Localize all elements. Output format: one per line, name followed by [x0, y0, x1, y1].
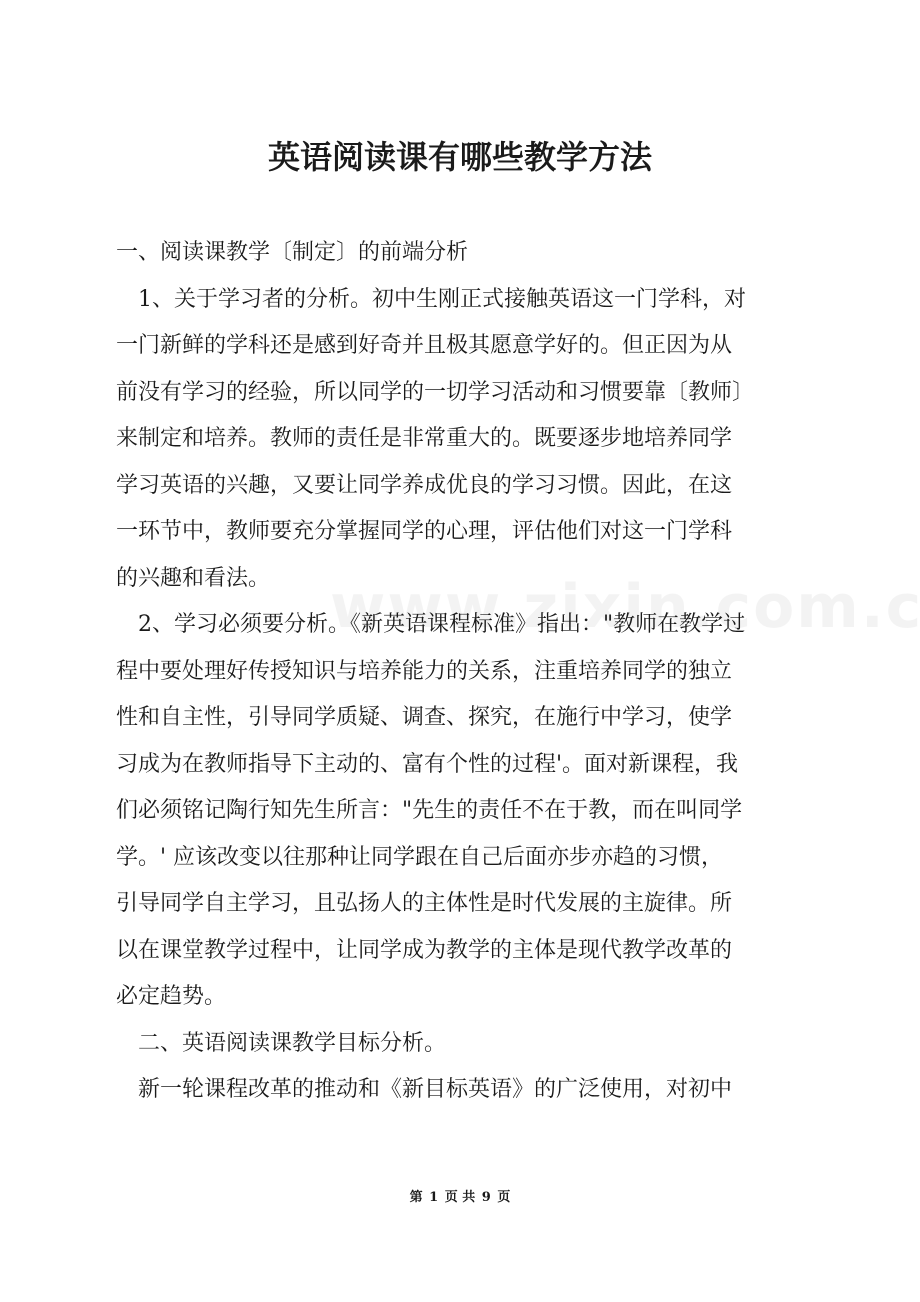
paragraph-line: 学习英语的兴趣，又要让同学养成优良的学习习惯。因此，在这 [116, 472, 733, 498]
heading-section-1: 一、阅读课教学〔制定〕的前端分析 [116, 240, 469, 265]
paragraph-line: 2、学习必须要分析。《新英语课程标准》指出："教师在教学过 [138, 612, 746, 637]
paragraph-line: 学。' 应该改变以往那种让同学跟在自己后面亦步亦趋的习惯， [116, 844, 724, 870]
paragraph-line: 前没有学习的经验，所以同学的一切学习活动和习惯要靠〔教师〕 [116, 379, 755, 405]
paragraph-line: 们必须铭记陶行知先生所言："先生的责任不在于教，而在叫同学 [116, 798, 743, 823]
document-body [116, 230, 816, 1114]
paragraph-line: 引导同学自主学习，且弘扬人的主体性是时代发展的主旋律。所 [116, 891, 733, 916]
paragraph-line: 必定趋势。 [116, 984, 227, 1009]
page-footer [0, 1188, 920, 1208]
paragraph-line: 以在课堂教学过程中，让同学成为教学的主体是现代教学改革的 [116, 937, 733, 963]
current-page-number: 1 [429, 1190, 439, 1205]
paragraph-line: 1、关于学习者的分析。初中生刚正式接触英语这一门学科，对 [138, 286, 746, 312]
page-title: 英语阅读课有哪些教学方法 [267, 138, 652, 176]
footer-middle: 页 共 [444, 1190, 476, 1205]
paragraph-line: 程中要处理好传授知识与培养能力的关系，注重培养同学的独立 [116, 658, 733, 684]
paragraph-line: 性和自主性，引导同学质疑、调查、探究，在施行中学习，使学 [116, 705, 733, 730]
paragraph-line: 的兴趣和看法。 [116, 565, 271, 591]
heading-section-2: 二、英语阅读课教学目标分析。 [138, 1030, 447, 1056]
paragraph-line: 一环节中，教师要充分掌握同学的心理，评估他们对这一门学科 [116, 519, 733, 544]
footer-prefix: 第 [409, 1190, 423, 1205]
paragraph-line: 一门新鲜的学科还是感到好奇并且极其愿意学好的。但正因为从 [116, 333, 733, 358]
paragraph-line: 习成为在教师指导下主动的、富有个性的过程'。面对新课程，我 [116, 751, 739, 777]
total-page-count: 9 [481, 1190, 491, 1205]
footer-suffix: 页 [497, 1190, 511, 1205]
paragraph-line: 新一轮课程改革的推动和《新目标英语》的广泛使用，对初中 [138, 1077, 733, 1102]
paragraph-line: 来制定和培养。教师的责任是非常重大的。既要逐步地培养同学 [116, 426, 733, 451]
